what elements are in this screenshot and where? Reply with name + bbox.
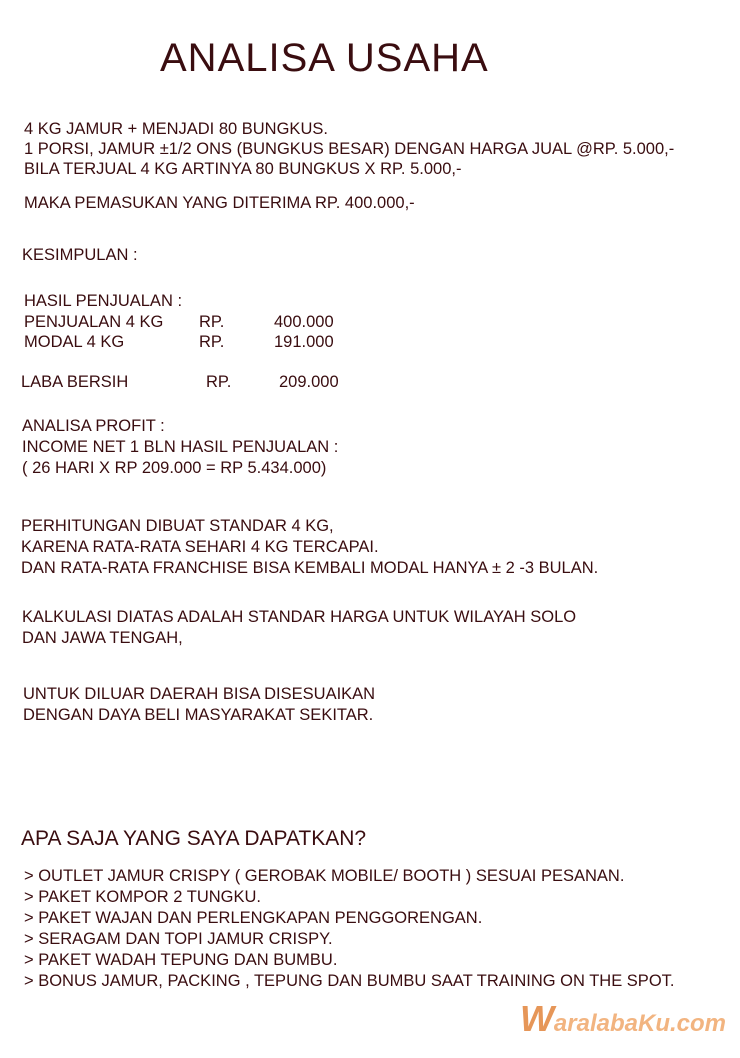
net-profit-amount: 209.000 xyxy=(279,373,339,391)
outside-line-2: DENGAN DAYA BELI MASYARAKAT SEKITAR. xyxy=(23,706,374,724)
package-item: > PAKET WADAH TEPUNG DAN BUMBU. xyxy=(24,951,338,969)
note-line-1: PERHITUNGAN DIBUAT STANDAR 4 KG, xyxy=(21,517,334,535)
net-profit-currency: RP. xyxy=(206,373,232,391)
watermark-logo: WaralabaKu.com xyxy=(519,998,726,1039)
capital-row-amount: 191.000 xyxy=(274,333,334,351)
package-item: > BONUS JAMUR, PACKING , TEPUNG DAN BUMBU SAAT TRAINING ON THE SPOT. xyxy=(24,972,675,990)
sales-row-currency: RP. xyxy=(199,313,225,331)
sales-row xyxy=(24,312,334,332)
income-line: MAKA PEMASUKAN YANG DITERIMA RP. 400.000,- xyxy=(24,194,415,212)
note-line-3: DAN RATA-RATA FRANCHISE BISA KEMBALI MODAL HANYA ± 2 -3 BULAN. xyxy=(21,559,599,577)
package-item: > SERAGAM DAN TOPI JAMUR CRISPY. xyxy=(24,930,333,948)
page-title: ANALISA USAHA xyxy=(160,36,489,80)
net-profit-label: LABA BERSIH xyxy=(21,373,129,391)
outside-line-1: UNTUK DILUAR DAERAH BISA DISESUAIKAN xyxy=(23,685,376,703)
profit-line-1: INCOME NET 1 BLN HASIL PENJUALAN : xyxy=(22,438,339,456)
capital-row xyxy=(24,332,334,352)
region-line-1: KALKULASI DIATAS ADALAH STANDAR HARGA UNTUK WILAYAH SOLO xyxy=(22,608,577,626)
sales-row-amount: 400.000 xyxy=(274,313,334,331)
region-line-2: DAN JAWA TENGAH, xyxy=(22,629,183,647)
note-line-2: KARENA RATA-RATA SEHARI 4 KG TERCAPAI. xyxy=(21,538,379,556)
package-item: > PAKET WAJAN DAN PERLENGKAPAN PENGGORENGAN. xyxy=(24,909,483,927)
intro-line-1: 4 KG JAMUR + MENJADI 80 BUNGKUS. xyxy=(24,120,328,138)
sales-row-label: PENJUALAN 4 KG xyxy=(24,313,164,331)
sales-heading: HASIL PENJUALAN : xyxy=(24,292,183,310)
package-item: > PAKET KOMPOR 2 TUNGKU. xyxy=(24,888,262,906)
net-profit-row xyxy=(21,372,339,392)
package-heading: APA SAJA YANG SAYA DAPATKAN? xyxy=(21,827,367,850)
profit-line-2: ( 26 HARI X RP 209.000 = RP 5.434.000) xyxy=(22,459,327,477)
profit-heading: ANALISA PROFIT : xyxy=(22,417,165,435)
capital-row-currency: RP. xyxy=(199,333,225,351)
capital-row-label: MODAL 4 KG xyxy=(24,333,125,351)
conclusion-label: KESIMPULAN : xyxy=(22,246,138,264)
intro-line-2: 1 PORSI, JAMUR ±1/2 ONS (BUNGKUS BESAR) DENGAN HARGA JUAL @RP. 5.000,- xyxy=(24,140,675,158)
package-item: > OUTLET JAMUR CRISPY ( GEROBAK MOBILE/ BOOTH ) SESUAI PESANAN. xyxy=(24,867,625,885)
intro-line-3: BILA TERJUAL 4 KG ARTINYA 80 BUNGKUS X RP. 5.000,- xyxy=(24,160,462,178)
